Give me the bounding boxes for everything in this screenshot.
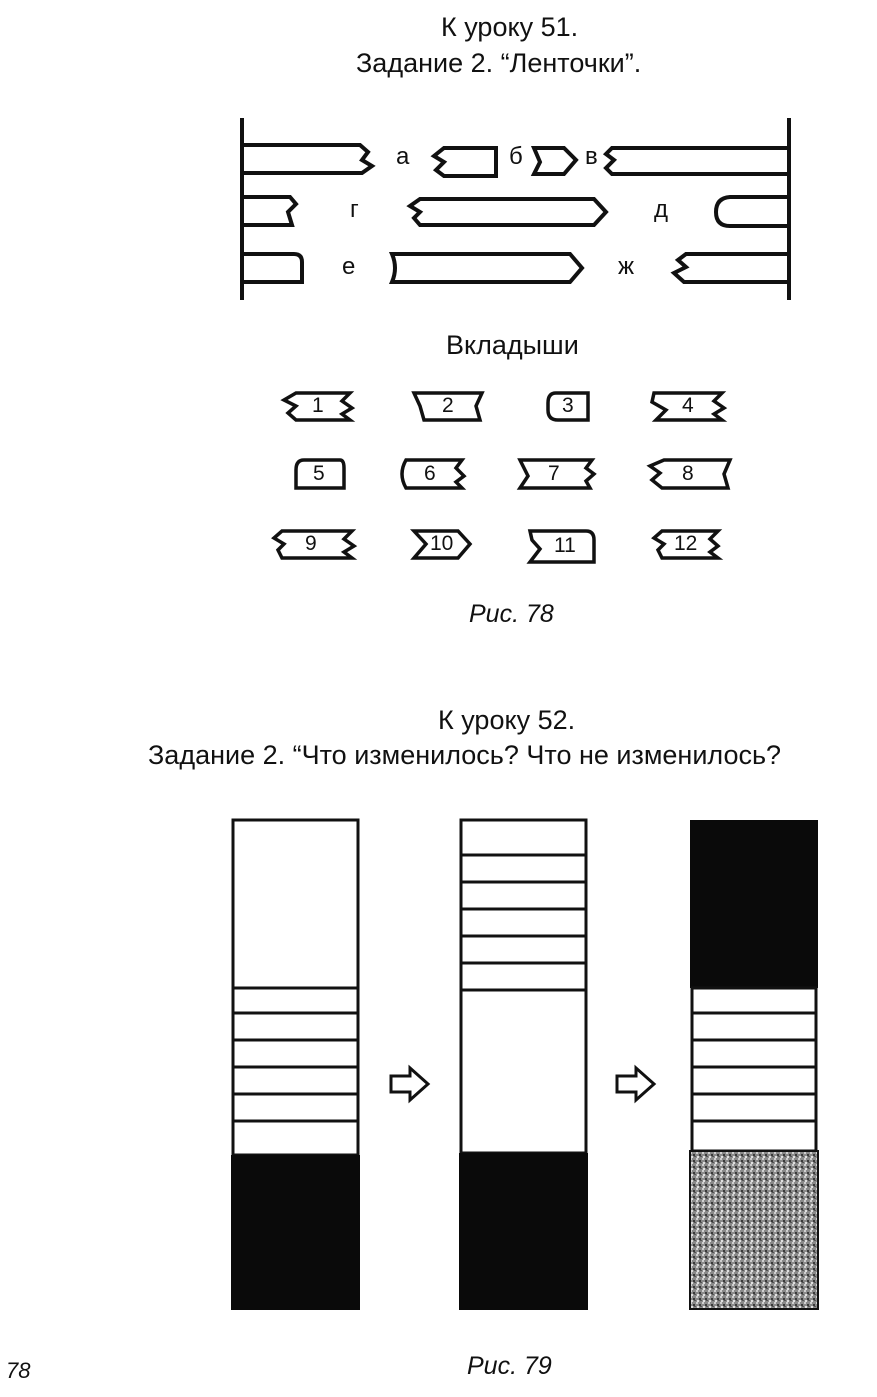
figure-78-caption: Рис. 78 — [469, 600, 554, 628]
insert-3-number: 3 — [562, 394, 574, 417]
lesson-51-heading: К уроку 51. — [441, 12, 579, 42]
column-1 — [231, 820, 360, 1310]
insert-4-number: 4 — [682, 394, 694, 417]
lesson-52-heading: К уроку 52. — [438, 705, 576, 735]
insert-11-number: 11 — [554, 534, 576, 557]
gap-label-g: г — [350, 196, 359, 223]
gap-label-v: в — [585, 143, 598, 170]
insert-7-number: 7 — [548, 462, 560, 485]
insert-8-number: 8 — [682, 462, 694, 485]
figure-79-caption: Рис. 79 — [467, 1352, 552, 1380]
insert-2-number: 2 — [442, 394, 454, 417]
gap-label-zh: ж — [618, 253, 635, 280]
page-number: 78 — [6, 1358, 31, 1383]
column-2 — [459, 820, 588, 1310]
gap-label-b: б — [509, 143, 523, 170]
insert-5-number: 5 — [313, 462, 325, 485]
insert-6-number: 6 — [424, 462, 436, 485]
insert-10-number: 10 — [430, 532, 454, 555]
insert-9-number: 9 — [305, 532, 317, 555]
inserts-title: Вкладыши — [446, 330, 579, 360]
gap-label-a: а — [396, 143, 410, 170]
gap-label-e: е — [342, 253, 356, 280]
insert-1-number: 1 — [312, 394, 324, 417]
task-changes-heading: Задание 2. “Что изменилось? Что не изменилось? — [148, 740, 782, 770]
column-3 — [690, 820, 818, 1309]
arrow-right-icon-2 — [617, 1068, 654, 1100]
arrow-right-icon-1 — [391, 1068, 428, 1100]
gap-label-d: д — [654, 196, 669, 223]
task-ribbons-heading: Задание 2. “Ленточки”. — [356, 48, 642, 78]
insert-12-number: 12 — [674, 532, 698, 555]
